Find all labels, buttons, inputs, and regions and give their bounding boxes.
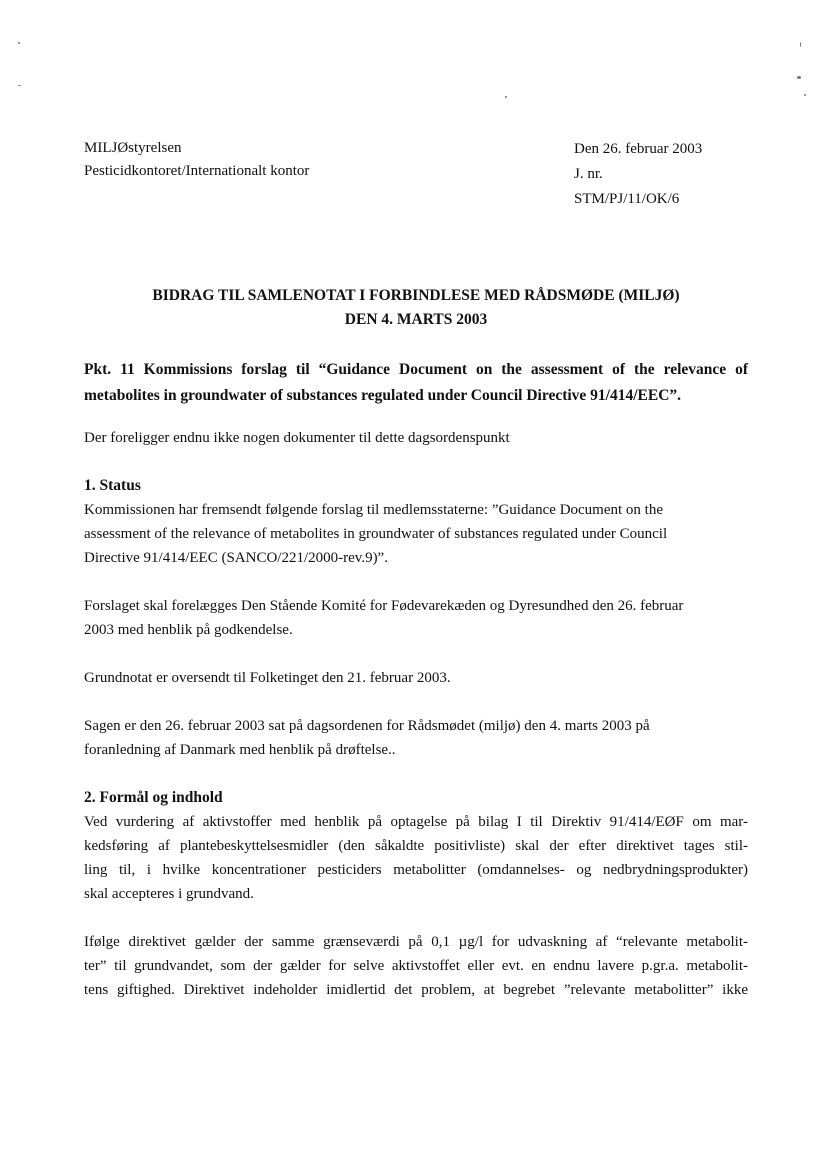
paragraph-line: tens giftighed. Direktivet indeholder imidlertid det problem, at begrebet ”relevante metabolitter” ikke <box>84 982 748 998</box>
paragraph-line: Directive 91/414/EEC (SANCO/221/2000-rev.9)”. <box>84 550 388 566</box>
status-paragraph <box>84 666 748 690</box>
paragraph-line: Ved vurdering af aktivstoffer med henblik på optagelse på bilag I til Direktiv 91/414/EØF om mar- <box>84 814 748 830</box>
org-department: Pesticidkontoret/Internationalt kontor <box>84 163 310 179</box>
journal-number: STM/PJ/11/OK/6 <box>574 191 680 207</box>
paragraph-line: skal accepteres i grundvand. <box>84 886 254 902</box>
scan-speck <box>505 96 507 98</box>
paragraph-line: Grundnotat er oversendt til Folketinget den 21. februar 2003. <box>84 670 451 686</box>
scan-speck <box>18 85 21 86</box>
scan-speck <box>804 94 806 96</box>
meta-block <box>574 137 702 212</box>
intro-paragraph <box>84 426 748 450</box>
scan-speck <box>18 42 20 44</box>
agenda-line: metabolites in groundwater of substances regulated under Council Directive 91/414/EEC”. <box>84 387 682 404</box>
paragraph-line: assessment of the relevance of metabolites in groundwater of substances regulated under Council <box>84 526 668 542</box>
document-date: Den 26. februar 2003 <box>574 141 703 157</box>
status-paragraph <box>84 714 748 762</box>
paragraph-line: ter” til grundvandet, som der gælder for selve aktivstoffet eller evt. en endnu lavere p.gr.a. metabolit- <box>84 958 748 974</box>
document-body <box>84 357 748 1026</box>
purpose-paragraph <box>84 810 748 906</box>
paragraph-line: kedsføring af plantebeskyttelsesmidler (den såkaldte positivliste) skal der efter direktivet tages stil- <box>84 838 748 854</box>
paragraph-line: ling til, i hvilke koncentrationer pesticiders metabolitter (omdannelses- og nedbrydningsprodukter) <box>84 862 748 878</box>
scan-speck <box>800 42 801 47</box>
paragraph-line: Forslaget skal forelægges Den Stående Komité for Fødevarekæden og Dyresundhed den 26. februar <box>84 598 684 614</box>
paragraph-line: 2003 med henblik på godkendelse. <box>84 622 293 638</box>
status-paragraph <box>84 498 748 570</box>
intro-text: Der foreligger endnu ikke nogen dokumenter til dette dagsordenspunkt <box>84 430 510 446</box>
journal-label: J. nr. <box>574 166 603 182</box>
agenda-item <box>84 357 748 409</box>
paragraph-line: Kommissionen har fremsendt følgende forslag til medlemsstaterne: ”Guidance Document on the <box>84 502 664 518</box>
paragraph-line: Ifølge direktivet gælder der samme grænseværdi på 0,1 µg/l for udvaskning af “relevante metabolit- <box>84 934 748 950</box>
status-paragraph <box>84 594 748 642</box>
title-line: BIDRAG TIL SAMLENOTAT I FORBINDLESE MED RÅDSMØDE (MILJØ) <box>152 287 680 304</box>
paragraph-line: Sagen er den 26. februar 2003 sat på dagsordenen for Rådsmødet (miljø) den 4. marts 2003 på <box>84 718 650 734</box>
section-heading: 1. Status <box>84 477 141 494</box>
paragraph-line: foranledning af Danmark med henblik på drøftelse.. <box>84 742 396 758</box>
org-name: MILJØstyrelsen <box>84 140 182 156</box>
agenda-line: Pkt. 11 Kommissions forslag til “Guidance Document on the assessment of the relevance of <box>84 361 748 378</box>
purpose-paragraph <box>84 930 748 1002</box>
document-title <box>84 284 748 332</box>
title-line: DEN 4. MARTS 2003 <box>344 311 488 328</box>
scan-speck <box>797 76 801 79</box>
section-heading: 2. Formål og indhold <box>84 789 223 806</box>
sender-block <box>84 137 309 183</box>
